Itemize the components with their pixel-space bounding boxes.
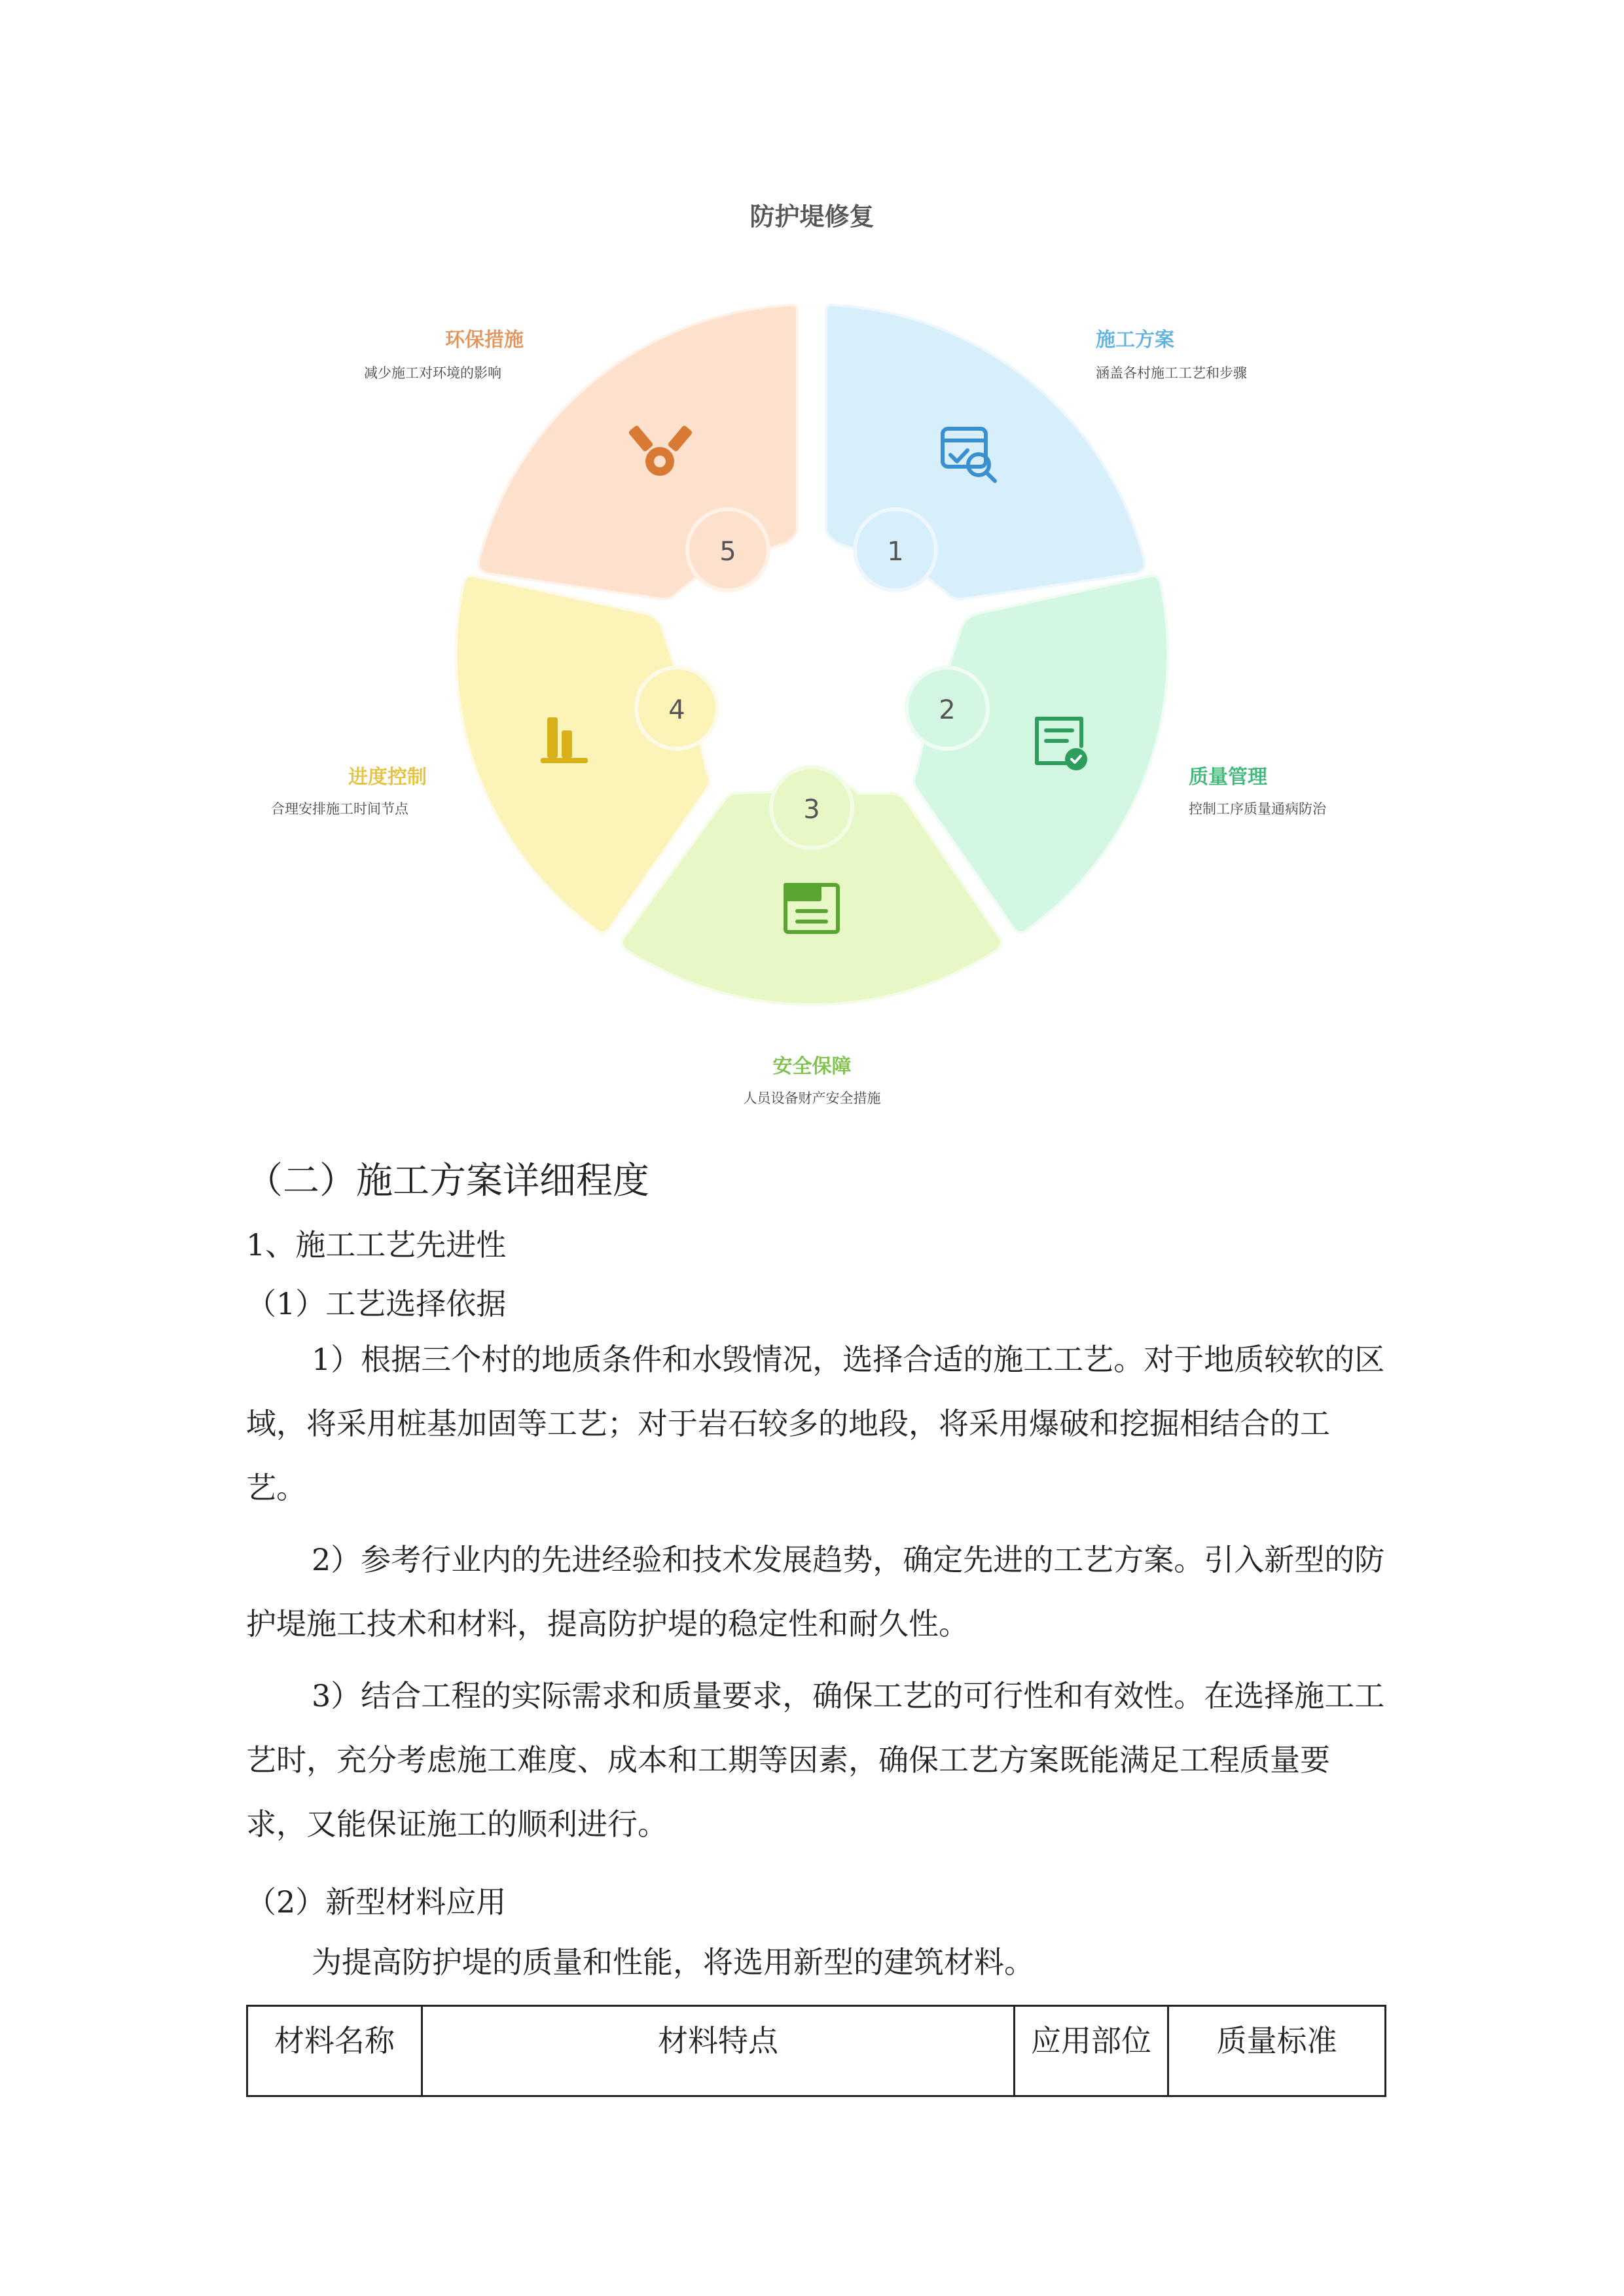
table-header-features: 材料特点 [422,2006,1015,2096]
part2-intro: 为提高防护堤的质量和性能，将选用新型的建筑材料。 [312,1945,1034,1980]
segment-2-number: 2 [939,695,956,725]
segment-1-title: 施工方案 [1096,329,1174,351]
section-heading: （二）施工方案详细程度 [246,1160,649,1202]
segment-4-title: 进度控制 [348,766,427,789]
segment-5-number: 5 [719,537,736,567]
sub-heading: 1、施工工艺先进性 [246,1227,507,1263]
segment-3-desc: 人员设备财产安全措施 [743,1090,881,1106]
segment-2-title: 质量管理 [1189,766,1267,789]
materials-table [246,2005,1386,2097]
paragraph-2: 2）参考行业内的先进经验和技术发展趋势，确定先进的工艺方案。引入新型的防护堤施工技术和材料，提高防护堤的稳定性和耐久性。 [246,1542,1385,1641]
segment-1-desc: 涵盖各村施工工艺和步骤 [1096,365,1247,381]
part1-heading: （1）工艺选择依据 [246,1286,507,1321]
segment-5-desc: 减少施工对环境的影响 [364,365,501,381]
diagram-title: 防护堤修复 [749,202,875,231]
table-header-row [247,2006,1386,2096]
part2-heading: （2）新型材料应用 [246,1884,507,1920]
paragraph-1: 1）根据三个村的地质条件和水毁情况，选择合适的施工工艺。对于地质较软的区域，将采用桩基加固等工艺；对于岩石较多的地段，将采用爆破和挖掘相结合的工艺。 [246,1342,1385,1505]
segment-4-desc: 合理安排施工时间节点 [271,801,408,817]
table-header-location: 应用部位 [1015,2006,1168,2096]
segment-5-title: 环保措施 [445,329,524,351]
segment-3-number: 3 [803,795,820,825]
segment-4-number: 4 [668,695,685,725]
segment-1-number: 1 [887,537,904,567]
segment-2-desc: 控制工序质量通病防治 [1189,801,1326,817]
table-header-standard: 质量标准 [1168,2006,1386,2096]
segment-3-title: 安全保障 [772,1055,852,1078]
table-header-name: 材料名称 [247,2006,422,2096]
paragraph-3: 3）结合工程的实际需求和质量要求，确保工艺的可行性和有效性。在选择施工工艺时，充分考虑施工难度、成本和工期等因素，确保工艺方案既能满足工程质量要求，又能保证施工的顺利进行。 [246,1678,1385,1842]
